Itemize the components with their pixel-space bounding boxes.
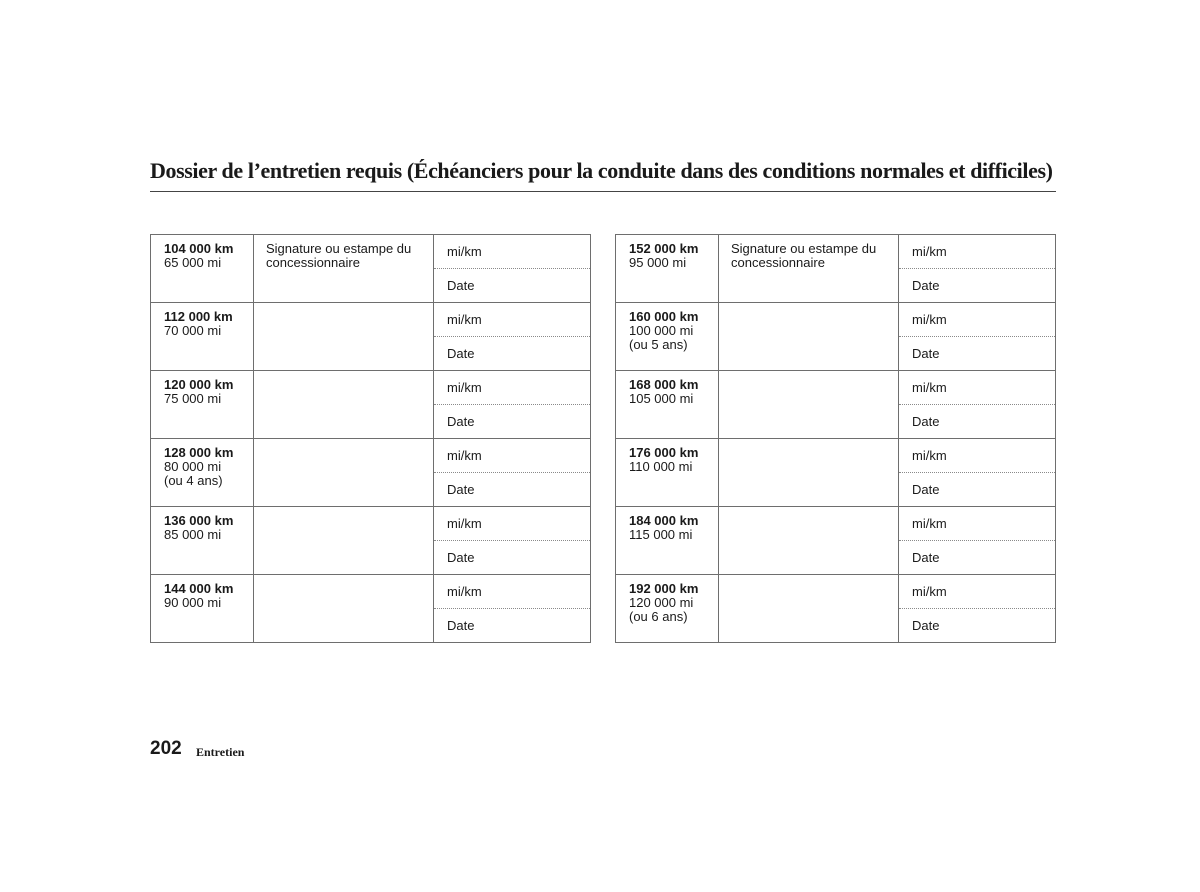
date-field[interactable] xyxy=(434,541,591,575)
distance-label: mi/km xyxy=(447,311,482,327)
mileage-km: 136 000 km xyxy=(164,513,234,528)
date-label: Date xyxy=(447,481,475,497)
mileage-note: (ou 6 ans) xyxy=(629,609,688,624)
dealer-signature-field[interactable] xyxy=(254,507,434,575)
mileage-km: 144 000 km xyxy=(164,581,234,596)
date-field[interactable] xyxy=(899,269,1056,303)
date-field[interactable] xyxy=(899,541,1056,575)
mileage-cell xyxy=(151,303,254,371)
dealer-signature-field[interactable] xyxy=(719,371,899,439)
maintenance-record-table-left xyxy=(150,234,591,643)
mileage-km: 184 000 km xyxy=(629,513,699,528)
mileage-cell xyxy=(616,575,719,643)
dealer-signature-field[interactable] xyxy=(254,575,434,643)
dealer-signature-field[interactable] xyxy=(719,439,899,507)
distance-field[interactable] xyxy=(434,439,591,473)
distance-label: mi/km xyxy=(447,515,482,531)
mileage-mi: 80 000 mi xyxy=(164,459,222,474)
date-field[interactable] xyxy=(899,473,1056,507)
mileage-note: (ou 4 ans) xyxy=(164,473,223,488)
page-number: 202 xyxy=(150,738,182,759)
mileage-cell xyxy=(151,507,254,575)
service-entry-row xyxy=(151,439,591,473)
distance-field[interactable] xyxy=(434,235,591,269)
date-label: Date xyxy=(912,481,940,497)
mileage-cell xyxy=(616,303,719,371)
dealer-signature-field[interactable] xyxy=(719,575,899,643)
distance-field[interactable] xyxy=(434,303,591,337)
date-label: Date xyxy=(912,345,940,361)
mileage-km: 168 000 km xyxy=(629,377,699,392)
signature-label: Signature ou estampe du concessionnaire xyxy=(266,241,412,270)
mileage-km: 176 000 km xyxy=(629,445,699,460)
service-entry-row xyxy=(151,303,591,337)
mileage-km: 112 000 km xyxy=(164,309,233,324)
mileage-mi: 115 000 mi xyxy=(629,527,693,542)
dealer-signature-field[interactable] xyxy=(254,371,434,439)
service-entry-row xyxy=(151,235,591,269)
service-entry-row xyxy=(616,439,1056,473)
date-field[interactable] xyxy=(899,337,1056,371)
date-field[interactable] xyxy=(434,405,591,439)
mileage-km: 128 000 km xyxy=(164,445,234,460)
distance-label: mi/km xyxy=(447,379,482,395)
date-label: Date xyxy=(447,413,475,429)
service-entry-row xyxy=(151,575,591,609)
dealer-signature-field[interactable] xyxy=(254,439,434,507)
distance-label: mi/km xyxy=(912,447,947,463)
distance-field[interactable] xyxy=(899,303,1056,337)
service-entry-row xyxy=(151,507,591,541)
distance-field[interactable] xyxy=(899,439,1056,473)
mileage-cell xyxy=(616,439,719,507)
date-field[interactable] xyxy=(434,609,591,643)
maintenance-record-table-right xyxy=(615,234,1056,643)
distance-label: mi/km xyxy=(912,583,947,599)
mileage-mi: 105 000 mi xyxy=(629,391,694,406)
distance-label: mi/km xyxy=(912,243,947,259)
distance-field[interactable] xyxy=(434,575,591,609)
distance-field[interactable] xyxy=(434,371,591,405)
distance-field[interactable] xyxy=(899,575,1056,609)
mileage-cell xyxy=(151,439,254,507)
date-field[interactable] xyxy=(434,269,591,303)
mileage-mi: 95 000 mi xyxy=(629,255,687,270)
date-field[interactable] xyxy=(899,609,1056,643)
mileage-cell xyxy=(151,235,254,303)
date-label: Date xyxy=(447,345,475,361)
mileage-km: 160 000 km xyxy=(629,309,699,324)
date-label: Date xyxy=(912,277,940,293)
distance-field[interactable] xyxy=(899,507,1056,541)
mileage-cell xyxy=(616,371,719,439)
mileage-mi: 85 000 mi xyxy=(164,527,222,542)
mileage-cell xyxy=(151,371,254,439)
mileage-km: 104 000 km xyxy=(164,241,234,256)
mileage-km: 120 000 km xyxy=(164,377,234,392)
distance-field[interactable] xyxy=(899,235,1056,269)
date-field[interactable] xyxy=(899,405,1056,439)
mileage-cell xyxy=(616,235,719,303)
distance-label: mi/km xyxy=(912,311,947,327)
mileage-mi: 75 000 mi xyxy=(164,391,222,406)
dealer-signature-field[interactable] xyxy=(254,235,434,303)
page-title: Dossier de l’entretien requis (Échéanciers pour la conduite dans des conditions normales et difficiles) xyxy=(150,158,1053,183)
mileage-mi: 110 000 mi xyxy=(629,459,693,474)
section-name: Entretien xyxy=(196,745,245,759)
mileage-km: 152 000 km xyxy=(629,241,699,256)
service-entry-row xyxy=(616,235,1056,269)
service-entry-row xyxy=(616,507,1056,541)
dealer-signature-field[interactable] xyxy=(719,507,899,575)
distance-field[interactable] xyxy=(434,507,591,541)
distance-label: mi/km xyxy=(912,379,947,395)
date-label: Date xyxy=(912,617,940,633)
signature-label: Signature ou estampe du concessionnaire xyxy=(731,241,877,270)
mileage-cell xyxy=(616,507,719,575)
distance-label: mi/km xyxy=(912,515,947,531)
mileage-mi: 120 000 mi xyxy=(629,595,694,610)
service-entry-row xyxy=(616,303,1056,337)
mileage-mi: 90 000 mi xyxy=(164,595,222,610)
mileage-mi: 100 000 mi xyxy=(629,323,694,338)
service-entry-row xyxy=(151,371,591,405)
distance-label: mi/km xyxy=(447,243,482,259)
dealer-signature-field[interactable] xyxy=(719,235,899,303)
mileage-note: (ou 5 ans) xyxy=(629,337,688,352)
date-label: Date xyxy=(447,277,475,293)
date-field[interactable] xyxy=(434,473,591,507)
date-label: Date xyxy=(447,549,475,565)
service-entry-row xyxy=(616,575,1056,609)
mileage-km: 192 000 km xyxy=(629,581,699,596)
distance-label: mi/km xyxy=(447,583,482,599)
dealer-signature-field[interactable] xyxy=(254,303,434,371)
dealer-signature-field[interactable] xyxy=(719,303,899,371)
distance-label: mi/km xyxy=(447,447,482,463)
mileage-mi: 70 000 mi xyxy=(164,323,222,338)
date-label: Date xyxy=(912,549,940,565)
date-label: Date xyxy=(912,413,940,429)
date-field[interactable] xyxy=(434,337,591,371)
distance-field[interactable] xyxy=(899,371,1056,405)
service-entry-row xyxy=(616,371,1056,405)
title-rule xyxy=(150,191,1056,192)
date-label: Date xyxy=(447,617,475,633)
mileage-cell xyxy=(151,575,254,643)
mileage-mi: 65 000 mi xyxy=(164,255,222,270)
